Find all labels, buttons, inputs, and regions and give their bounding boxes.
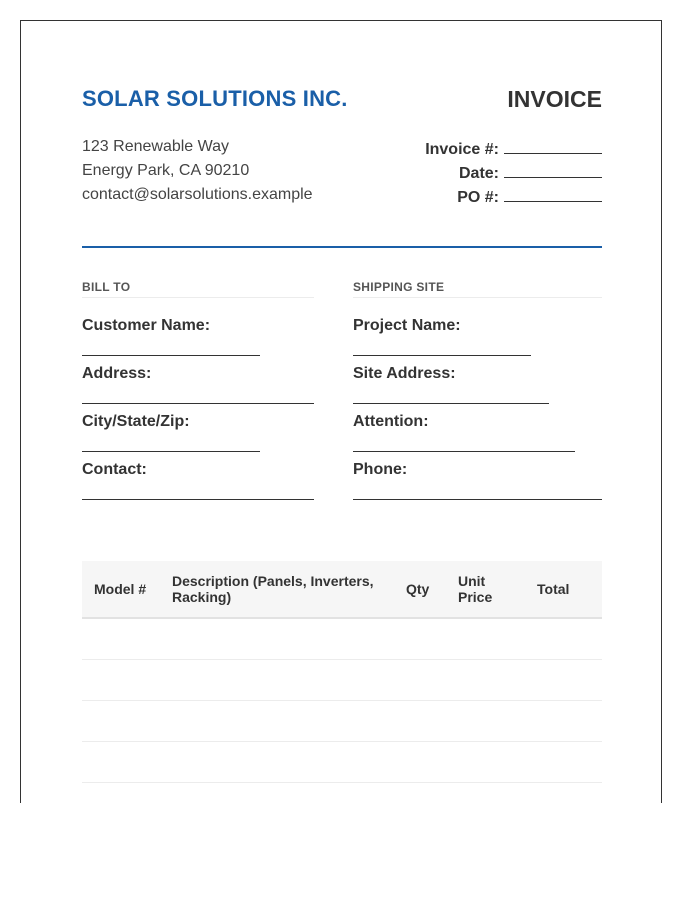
table-row[interactable] (82, 742, 602, 783)
date-label: Date: (458, 165, 499, 182)
address-label: Address: (82, 365, 152, 382)
table-row[interactable] (82, 701, 602, 742)
col-total: Total (537, 581, 570, 597)
document-title: INVOICE (507, 86, 602, 112)
address-line[interactable] (82, 403, 314, 404)
phone-line[interactable] (353, 499, 602, 500)
company-name: SOLAR SOLUTIONS INC. (82, 86, 348, 111)
customer-name-row (82, 317, 210, 335)
date-field[interactable] (504, 163, 602, 178)
date-row (425, 162, 602, 186)
contact-line[interactable] (82, 499, 314, 500)
company-email: contact@solarsolutions.example (82, 186, 313, 203)
table-header (82, 561, 602, 619)
bill-to-section (82, 280, 314, 518)
invoice-number-field[interactable] (504, 139, 602, 154)
col-qty: Qty (406, 581, 430, 597)
project-name-line[interactable] (353, 355, 531, 356)
attention-line[interactable] (353, 451, 575, 452)
project-name-label: Project Name: (353, 317, 461, 334)
phone-label: Phone: (353, 461, 408, 478)
site-address-line[interactable] (353, 403, 549, 404)
company-address (82, 135, 313, 207)
po-field[interactable] (504, 187, 602, 202)
contact-label: Contact: (82, 461, 147, 478)
address-row (82, 365, 151, 383)
table-row[interactable] (82, 660, 602, 701)
city-state-zip-line[interactable] (82, 451, 260, 452)
customer-name-line[interactable] (82, 355, 260, 356)
col-model: Model # (94, 581, 147, 597)
header-divider (82, 246, 602, 248)
address-line-2: Energy Park, CA 90210 (82, 162, 250, 179)
attention-label: Attention: (353, 413, 429, 430)
line-items-table (82, 561, 602, 783)
col-description: Description (Panels, Inverters, Racking) (172, 573, 374, 605)
shipping-site-section (353, 280, 602, 518)
city-state-zip-row (82, 413, 190, 431)
site-address-row (353, 365, 456, 383)
project-name-row (353, 317, 461, 335)
address-line-1: 123 Renewable Way (82, 138, 230, 155)
shipping-site-heading: SHIPPING SITE (353, 280, 602, 298)
invoice-number-row (425, 138, 602, 162)
table-row[interactable] (82, 619, 602, 660)
contact-row (82, 461, 147, 479)
site-address-label: Site Address: (353, 365, 456, 382)
po-label: PO #: (457, 189, 499, 206)
col-unit-price: Unit Price (458, 573, 493, 605)
po-row (425, 186, 602, 210)
city-state-zip-label: City/State/Zip: (82, 413, 190, 430)
phone-row (353, 461, 407, 479)
attention-row (353, 413, 429, 431)
bill-to-heading: BILL TO (82, 280, 314, 298)
invoice-meta (425, 138, 602, 210)
invoice-number-label: Invoice #: (425, 141, 499, 158)
customer-name-label: Customer Name: (82, 317, 211, 334)
invoice-sheet (20, 20, 662, 803)
